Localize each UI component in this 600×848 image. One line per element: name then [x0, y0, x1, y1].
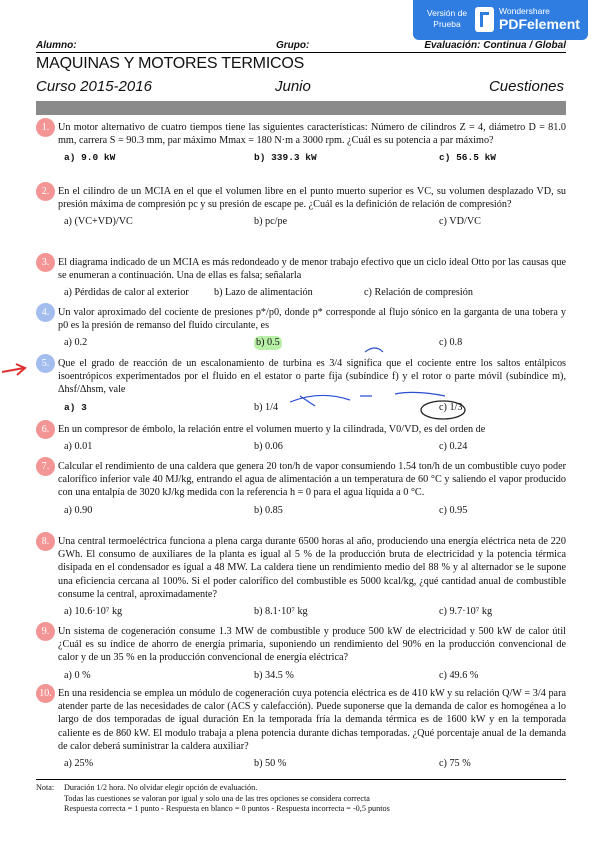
page-title: MAQUINAS Y MOTORES TERMICOS	[36, 55, 305, 72]
option-b[interactable]: b) 50 %	[254, 758, 287, 770]
question-number: 1.	[36, 118, 55, 137]
note-line: Respuesta correcta = 1 punto - Respuesta en blanco = 0 puntos - Respuesta incorrecta = -0,5 puntos	[64, 804, 390, 813]
question-number: 8.	[36, 532, 55, 551]
option-c-circled[interactable]: c) 1/3	[439, 401, 463, 413]
option-a[interactable]: a) Pérdidas de calor al exterior	[64, 287, 189, 299]
note-label: Nota:	[36, 783, 55, 792]
answer-circle	[421, 401, 465, 419]
exam-type: Cuestiones	[488, 78, 564, 95]
question-text: Una central termoeléctrica funciona a plena carga durante 6500 horas al año, produciendo una energía eléctrica neta de 220 GWh. El consumo de auxiliares de la planta es igual al 5 % de la producción bruta de electricidad y la potencia térmica disipada en el condensador es igual a 48 MW. La caldera tiene un rendimiento medio del 88 % y al alternador se le supone una eficiencia cercana al 100%. Si el poder calorífico del combustible es 5000 kcal/kg, ¿qué cantidad anual de combustible consume la central, aproximadamente?	[58, 536, 566, 600]
question-text: En un compresor de émbolo, la relación entre el volumen muerto y la cilindrada, V0/VD, es del orden de	[58, 424, 486, 435]
option-a[interactable]: a) 25%	[64, 758, 94, 770]
trial-label: Versión de Prueba	[426, 8, 468, 29]
question-text: Un valor aproximado del cociente de presiones p*/p0, donde p* corresponde al flujo sónico en la garganta de una tobera y p0 es la presión de remanso del fluido circulante, es	[58, 307, 566, 332]
pen-stroke	[365, 348, 383, 352]
alumno-label: Alumno:	[36, 40, 77, 51]
option-c[interactable]: c) VD/VC	[439, 216, 481, 228]
course-year: Curso 2015-2016	[36, 78, 152, 95]
option-a[interactable]: a) (VC+VD)/VC	[64, 216, 133, 228]
option-b[interactable]: b) 0.85	[254, 504, 283, 516]
option-c[interactable]: c) 0.95	[439, 504, 468, 516]
option-a[interactable]: a) 0.90	[64, 504, 93, 516]
question-number: 2.	[36, 182, 55, 201]
option-b-highlighted[interactable]: b) 0.5	[256, 337, 280, 349]
option-c[interactable]: c) 75 %	[439, 758, 471, 770]
question-number: 7.	[36, 457, 55, 476]
brand-top: Wondershare	[499, 6, 550, 16]
option-c[interactable]: c) 0.8	[439, 337, 463, 349]
question-text: Que el grado de reacción de un escalonamiento de turbina es 3/4 significa que el cociente entre los saltos entálpicos isoentrópicos experimentados por el fluido en el estator o parte fija (subíndice f) y el rotor o parte móvil (subíndice m), Δhsf/Δhsm, vale	[58, 358, 566, 396]
note-line: Todas las cuestiones se valoran por igual y solo una de las tres opciones se considera correcta	[64, 793, 370, 803]
question-number: 5.	[36, 354, 55, 373]
pen-stroke	[290, 392, 445, 406]
option-b[interactable]: b) Lazo de alimentación	[214, 287, 313, 299]
option-c[interactable]: c) 49.6 %	[439, 669, 479, 681]
exam-month: Junio	[275, 78, 311, 95]
question-number: 4.	[36, 303, 55, 322]
question-text: En una residencia se emplea un módulo de cogeneración cuya potencia eléctrica es de 410 kW y su relación Q/W = 3/4 para atender parte de las necesidades de calor (ACS y calefacción). Puede suponerse que la demanda de calor es homogénea a lo largo de dos temporadas de igual duración En la temporada fría la demanda térmica es de 1600 kW y en la temporada caliente es de 860 kW. El modulo trabaja a plena potencia durante dichas temporadas. ¿Qué porcentaje anual de la demanda de calor deberá suministrar la caldera auxiliar?	[58, 688, 566, 752]
option-b[interactable]: b) 8.1·10⁷ kg	[254, 606, 308, 618]
option-b[interactable]: b) 339.3 kW	[254, 152, 317, 164]
option-a[interactable]: a) 9.0 kW	[64, 152, 116, 164]
question-number: 9.	[36, 622, 55, 641]
option-c[interactable]: c) 56.5 kW	[439, 152, 497, 164]
evaluacion-label: Evaluación: Continua / Global	[424, 40, 566, 51]
option-a[interactable]: a) 0 %	[64, 669, 91, 681]
question-text: En el cilindro de un MCIA en el que el volumen libre en el punto muerto superior es VC, su volumen desplazado VD, su presión máxima de compresión pc y su presión de escape pe. ¿Cuál es la definición de relación de compresión?	[58, 186, 566, 211]
question-text: Un motor alternativo de cuatro tiempos tiene las siguientes características: Número de cilindros Z = 4, diámetro D = 81.0 mm, carrera S = 90.3 mm, par máximo Mmax = 180 N·m a 3000 rpm. ¿Cuál es su potencia a par máximo?	[58, 122, 566, 147]
option-a[interactable]: a) 10.6·10⁷ kg	[64, 606, 123, 618]
question-number: 10.	[36, 684, 55, 703]
option-c[interactable]: c) 9.7·10⁷ kg	[439, 606, 493, 618]
option-a[interactable]: a) 3	[64, 401, 87, 413]
option-a[interactable]: a) 0.2	[64, 337, 88, 349]
option-b[interactable]: b) pc/pe	[254, 216, 288, 228]
question-number: 6.	[36, 420, 55, 439]
note-line: Duración 1/2 hora. No olvidar elegir opción de evaluación.	[64, 783, 258, 792]
option-b[interactable]: b) 1/4	[254, 401, 279, 413]
question-number: 3.	[36, 253, 55, 272]
option-b[interactable]: b) 34.5 %	[254, 669, 294, 681]
option-c[interactable]: c) Relación de compresión	[364, 287, 473, 299]
question-text: Un sistema de cogeneración consume 1.3 MW de combustible y produce 500 kW de electricidad y 500 kW de calor útil ¿Cuál es su índice de ahorro de energía primaria, suponiendo un rendimiento del 90% en la producción convencional de calor y de un 35 % en la producción convencional de energía eléctrica?	[58, 626, 566, 664]
grupo-label: Grupo:	[276, 40, 310, 51]
option-c[interactable]: c) 0.24	[439, 441, 468, 453]
option-a[interactable]: a) 0.01	[64, 441, 93, 453]
question-text: Calcular el rendimiento de una caldera que genera 20 ton/h de vapor consumiendo 1.54 ton/h de un combustible cuyo poder calorífico inferior vale 40 MJ/kg, entrando el agua de alimentación a un temperatura de 60 °C y saliendo el vapor producido con una entalpía de 3020 kJ/kg medida con la referencia h = 0 para el agua líquida a 0 °C.	[58, 461, 566, 499]
question-text: El diagrama indicado de un MCIA es más redondeado y de menor trabajo efectivo que un ciclo ideal Otto por las causas que se enumeran a continuación. Una de ellas es falsa; señalarla	[58, 257, 566, 282]
option-b[interactable]: b) 0.06	[254, 441, 283, 453]
brand-name: PDFelement	[499, 16, 580, 32]
